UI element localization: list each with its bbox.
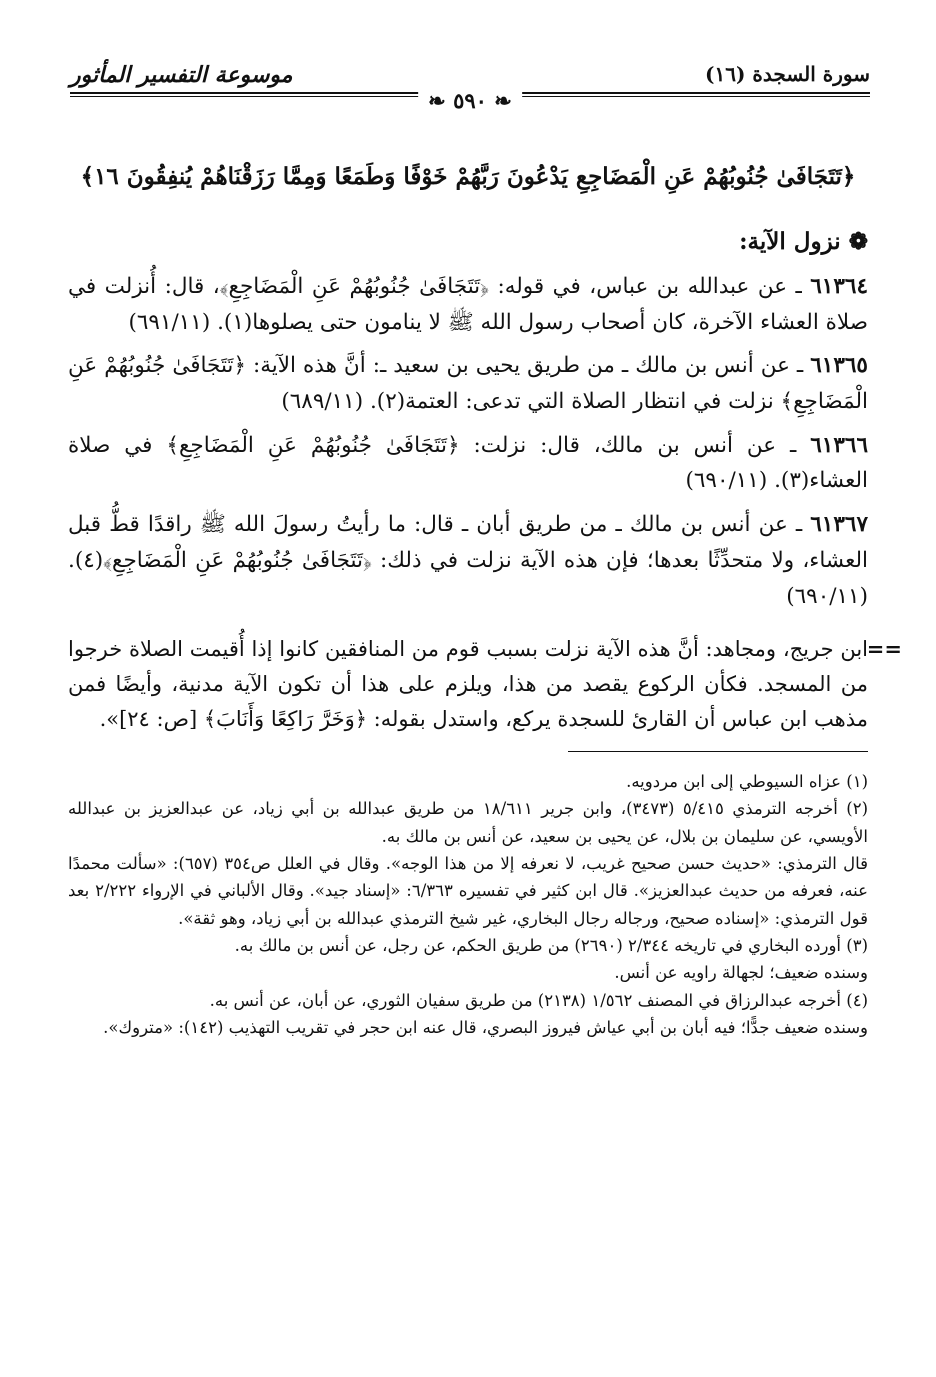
continuation-marker: ==	[866, 636, 902, 662]
entry-ref: (٦٨٩/١١)	[281, 389, 364, 415]
book-title: موسوعة التفسير المأثور	[70, 62, 293, 88]
section-title: ❁ نزول الآية:	[739, 227, 868, 255]
continuation-text: ابن جريج، ومجاهد: أنَّ هذه الآية نزلت بسبب قوم من المنافقين كانوا إذا أُقيمت الصلاة خرجوا من المسجد. فكأن الركوع يقصد من هذا، ويلزم على هذا أن تكون الآية مدنية، وأيضًا فمن مذهب ابن عباس أن القارئ للسجدة يركع، واستدل بقوله: ﴿وَخَرَّ رَاكِعًا وَأَنَابَ﴾ [ص: ٢٤]».	[68, 637, 869, 731]
footnote-line: قال الترمذي: «حديث حسن صحيح غريب، لا نعرفه إلا من هذا الوجه». وقال في العلل ص٣٥٤ (٦٥٧): «سألت محمدًا عنه، فعرفه من حديث عبدالعزيز». قال ابن كثير في تفسيره ٦/٣٦٣: «إسناد جيد». وقال الألباني في الإرواء ٢/٢٢٢ بعد قول الترمذي: «إسناده صحيح، ورجاله رجال البخاري، غير شيخ الترمذي عبدالله بن أبي زياد، وهو ثقة».	[68, 853, 869, 928]
footnotes	[68, 768, 868, 1042]
footnote-line: (٢) أخرجه الترمذي ٥/٤١٥ (٣٤٧٣)، وابن جرير ١٨/٦١١ من طريق عبدالله بن أبي زياد، عن عبدالعزيز بن عبدالله الأويسي، عن سليمان بن بلال، عن يحيى بن سعيد، عن أنس بن مالك به.	[68, 799, 869, 846]
entry-text: ـ عن أنس بن مالك ـ من طريق يحيى بن سعيد ـ: أنَّ هذه الآية: ﴿تَتَجَافَىٰ جُنُوبُهُمْ عَنِ الْمَضَاجِعِ﴾ نزلت في انتظار الصلاة التي تدعى: العتمة(٢).	[68, 353, 868, 415]
surah-title: سورة السجدة (١٦)	[705, 62, 870, 86]
footnote-line: (٣) أورده البخاري في تاريخه ٢/٣٤٤ (٢٦٩٠) من طريق الحكم، عن رجل، عن أنس بن مالك به.	[234, 936, 868, 956]
entry	[68, 348, 868, 419]
entry	[68, 269, 868, 340]
footnote-line: (٤) أخرجه عبدالرزاق في المصنف ١/٥٦٢ (٢١٣٨) من طريق سفيان الثوري، عن أبان، عن أنس به.	[209, 990, 868, 1010]
entry-ref: (٦٩٠/١١)	[685, 468, 768, 494]
page-header	[70, 52, 870, 122]
continued-footnote	[68, 632, 902, 737]
entry-text: ـ عن أنس بن مالك ـ من طريق أبان ـ قال: ما رأيتُ رسولَ الله ﷺ راقدًا قطُّ قبل العشاء، ولا متحدِّثًا بعدها؛ فإن هذه الآية نزلت في ذلك: ﴿تَتَجَافَىٰ جُنُوبُهُمْ عَنِ الْمَضَاجِعِ﴾(٤).	[68, 512, 868, 573]
footnote-separator	[568, 751, 868, 752]
page-number: ❧ ٥٩٠ ❧	[418, 88, 522, 113]
page-body	[68, 160, 902, 1042]
entry-number: ٦١٣٦٧	[810, 512, 868, 538]
entry-text: ـ عن عبدالله بن عباس، في قوله: ﴿تَتَجَافَىٰ جُنُوبُهُمْ عَنِ الْمَضَاجِعِ﴾، قال: أُنزلت في صلاة العشاء الآخرة، كان أصحاب رسول الله ﷺ لا ينامون حتى يصلوها(١).	[68, 274, 868, 335]
entry	[68, 507, 868, 614]
entry-ref: (٦٩٠/١١)	[786, 583, 868, 609]
footnote-line: (١) عزاه السيوطي إلى ابن مردويه.	[626, 771, 868, 791]
entry-ref: (٦٩١/١١)	[128, 309, 211, 335]
entry	[68, 428, 868, 499]
footnote-line: وسنده ضعيف جدًّا؛ فيه أبان بن أبي عياش فيروز البصري، قال عنه ابن حجر في تقريب التهذيب (١٤٢): «متروك».	[103, 1018, 868, 1038]
entry-number: ٦١٣٦٦	[810, 432, 868, 458]
entry-number: ٦١٣٦٥	[810, 353, 868, 379]
ayah-text: ﴿تَتَجَافَىٰ جُنُوبُهُمْ عَنِ الْمَضَاجِعِ يَدْعُونَ رَبَّهُمْ خَوْفًا وَطَمَعًا وَمِمَّا رَزَقْنَاهُمْ يُنفِقُونَ ١٦﴾	[80, 163, 856, 190]
page-number-text: ٥٩٠	[453, 88, 487, 113]
entry-text: ـ عن أنس بن مالك، قال: نزلت: ﴿تَتَجَافَىٰ جُنُوبُهُمْ عَنِ الْمَضَاجِعِ﴾ في صلاة العشاء(٣).	[68, 432, 868, 494]
entry-number: ٦١٣٦٤	[810, 274, 868, 299]
footnote-line: وسنده ضعيف؛ لجهالة راويه عن أنس.	[614, 963, 868, 983]
